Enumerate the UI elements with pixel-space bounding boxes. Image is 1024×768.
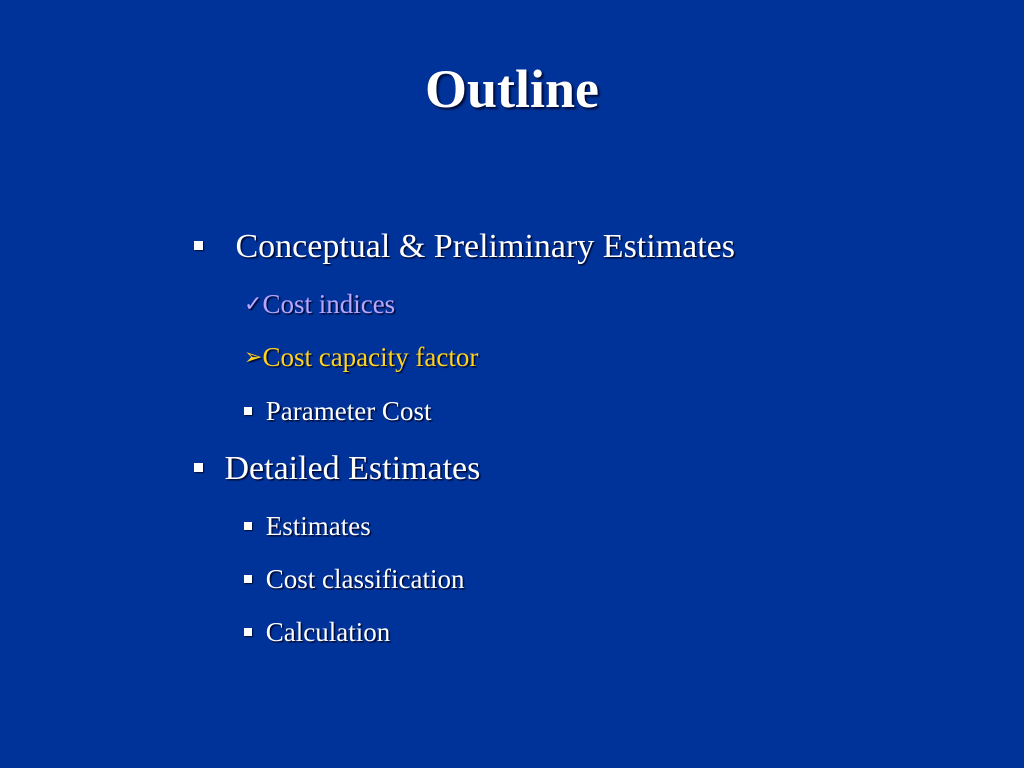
square-bullet-icon [244, 575, 252, 583]
outline-item-label: Cost classification [265, 564, 465, 594]
outline-item-conceptual-preliminary [194, 230, 735, 264]
outline-item-label: Parameter Cost [265, 396, 432, 426]
square-bullet-icon [244, 628, 252, 636]
outline-item-label: Cost capacity factor [262, 342, 479, 372]
outline-item-detailed-estimates [194, 452, 480, 486]
outline-subitem-estimates [244, 513, 371, 540]
outline-subitem-cost-classification [244, 566, 464, 593]
arrow-bullet-icon: ➢ [244, 345, 263, 370]
square-bullet-icon [244, 407, 252, 415]
outline-item-label: Cost indices [262, 289, 396, 319]
outline-subitem-calculation [244, 619, 390, 646]
outline-item-label: Estimates [265, 511, 371, 541]
outline-item-label: Detailed Estimates [224, 450, 481, 487]
square-bullet-icon [194, 241, 203, 250]
outline-subitem-parameter-cost [244, 398, 431, 425]
outline-subitem-cost-indices [244, 291, 395, 318]
square-bullet-icon [194, 463, 203, 472]
square-bullet-icon [244, 522, 252, 530]
slide-title: Outline [424, 59, 600, 119]
checkmark-icon: ✓ [244, 292, 263, 317]
outline-subitem-cost-capacity-factor [244, 344, 478, 371]
outline-item-label: Conceptual & Preliminary Estimates [235, 228, 736, 265]
outline-item-label: Calculation [265, 617, 391, 647]
